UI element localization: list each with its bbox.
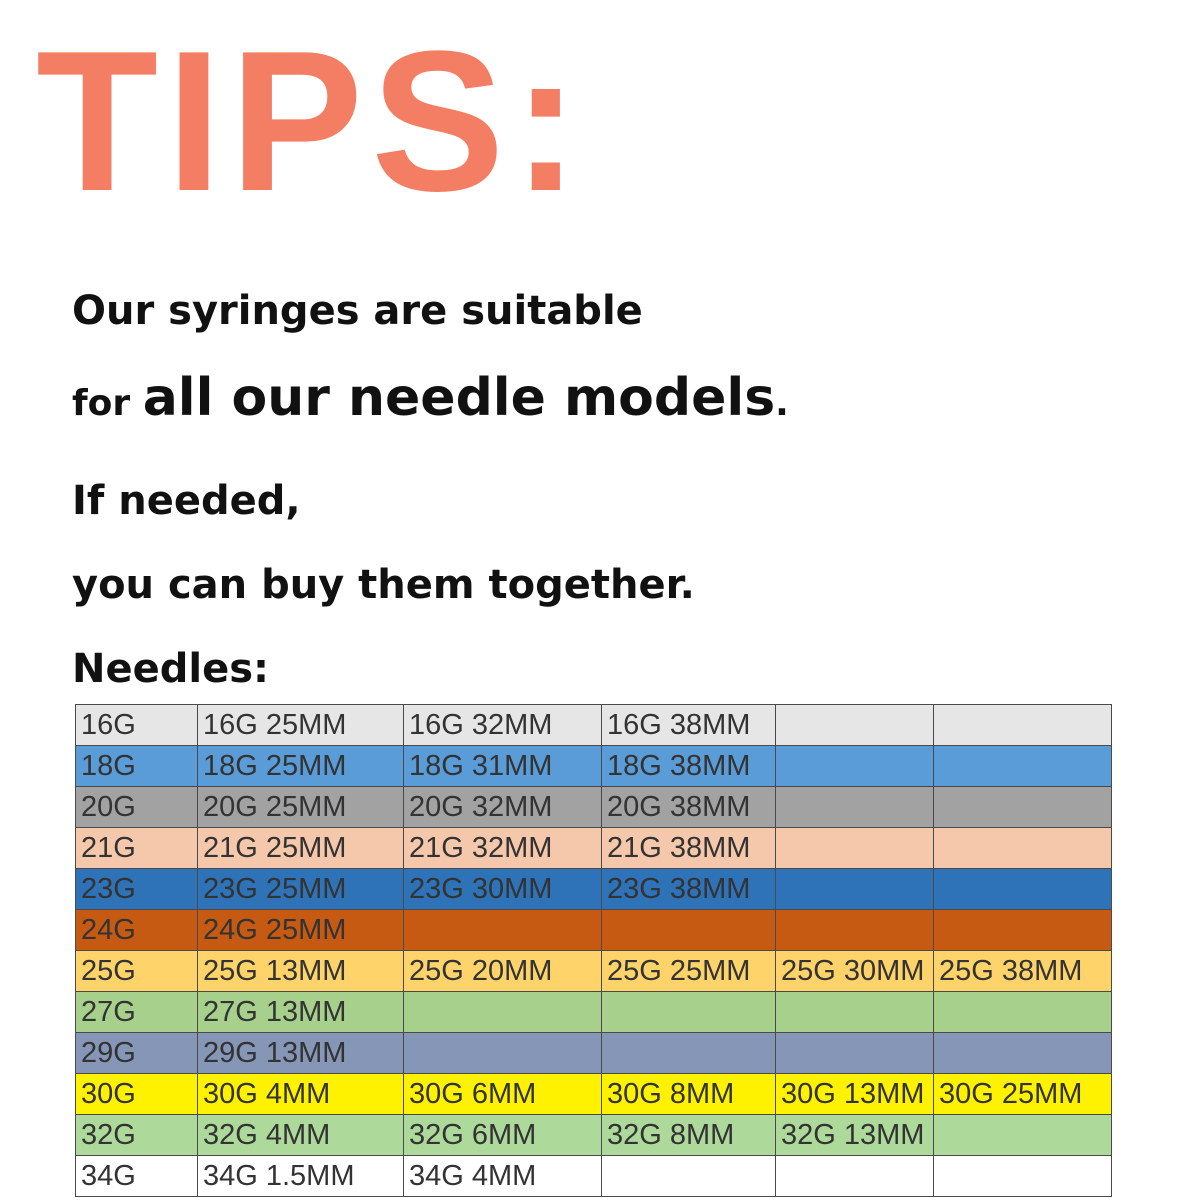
table-cell: 21G 32MM (404, 828, 602, 869)
table-row (76, 1156, 1112, 1197)
table-cell (934, 746, 1112, 787)
table-cell (776, 787, 934, 828)
table-row (76, 910, 1112, 951)
table-cell: 32G 4MM (198, 1115, 404, 1156)
table-cell: 20G 38MM (602, 787, 776, 828)
table-cell (776, 910, 934, 951)
table-cell: 23G 38MM (602, 869, 776, 910)
table-cell: 25G 13MM (198, 951, 404, 992)
table-cell: 18G 25MM (198, 746, 404, 787)
table-cell (776, 992, 934, 1033)
table-cell: 27G 13MM (198, 992, 404, 1033)
table-cell: 23G 30MM (404, 869, 602, 910)
needles-table-body (76, 705, 1112, 1197)
needles-table (75, 704, 1112, 1197)
table-cell: 30G 25MM (934, 1074, 1112, 1115)
table-cell: 16G 32MM (404, 705, 602, 746)
table-row (76, 1074, 1112, 1115)
table-cell (776, 705, 934, 746)
table-row (76, 787, 1112, 828)
table-cell: 18G (76, 746, 198, 787)
table-cell: 25G 30MM (776, 951, 934, 992)
table-cell: 32G 6MM (404, 1115, 602, 1156)
table-cell: 34G 4MM (404, 1156, 602, 1197)
table-cell (404, 1033, 602, 1074)
table-cell (404, 910, 602, 951)
table-cell: 25G 20MM (404, 951, 602, 992)
intro-line-2-emphasis: all our needle models (142, 368, 776, 428)
table-cell: 16G 25MM (198, 705, 404, 746)
table-cell (776, 1033, 934, 1074)
table-row (76, 705, 1112, 746)
table-cell: 29G (76, 1033, 198, 1074)
table-cell: 21G 25MM (198, 828, 404, 869)
intro-line-1: Our syringes are suitable (72, 288, 643, 334)
table-cell: 16G (76, 705, 198, 746)
table-cell: 34G (76, 1156, 198, 1197)
table-cell (776, 1156, 934, 1197)
table-cell: 21G 38MM (602, 828, 776, 869)
table-cell (934, 869, 1112, 910)
table-cell: 30G (76, 1074, 198, 1115)
table-row (76, 992, 1112, 1033)
table-cell: 30G 8MM (602, 1074, 776, 1115)
table-cell: 30G 4MM (198, 1074, 404, 1115)
table-cell (776, 828, 934, 869)
table-cell (934, 705, 1112, 746)
intro-line-3: If needed, (72, 478, 301, 524)
table-cell: 30G 6MM (404, 1074, 602, 1115)
table-cell: 18G 31MM (404, 746, 602, 787)
table-row (76, 869, 1112, 910)
table-row (76, 951, 1112, 992)
table-cell: 23G (76, 869, 198, 910)
intro-line-2-prefix: for (72, 383, 143, 424)
table-cell (602, 910, 776, 951)
table-cell: 20G 32MM (404, 787, 602, 828)
table-cell (934, 828, 1112, 869)
table-cell: 20G (76, 787, 198, 828)
table-row (76, 1033, 1112, 1074)
table-cell: 18G 38MM (602, 746, 776, 787)
table-cell: 25G 25MM (602, 951, 776, 992)
table-row (76, 828, 1112, 869)
intro-line-2-end: . (775, 383, 789, 424)
table-cell: 32G (76, 1115, 198, 1156)
table-cell (602, 1033, 776, 1074)
table-cell: 16G 38MM (602, 705, 776, 746)
table-cell: 30G 13MM (776, 1074, 934, 1115)
table-cell: 24G 25MM (198, 910, 404, 951)
table-cell: 32G 8MM (602, 1115, 776, 1156)
table-cell: 20G 25MM (198, 787, 404, 828)
table-cell: 27G (76, 992, 198, 1033)
table-cell (934, 1115, 1112, 1156)
table-cell: 29G 13MM (198, 1033, 404, 1074)
table-cell: 24G (76, 910, 198, 951)
table-cell: 21G (76, 828, 198, 869)
table-cell: 25G 38MM (934, 951, 1112, 992)
table-row (76, 746, 1112, 787)
page-title: TIPS: (36, 10, 588, 233)
table-cell (934, 910, 1112, 951)
table-cell (602, 1156, 776, 1197)
table-cell (776, 869, 934, 910)
intro-line-2 (72, 368, 789, 428)
table-cell: 23G 25MM (198, 869, 404, 910)
needles-label: Needles: (72, 646, 270, 692)
table-cell: 25G (76, 951, 198, 992)
table-cell (934, 992, 1112, 1033)
table-cell (404, 992, 602, 1033)
table-cell: 34G 1.5MM (198, 1156, 404, 1197)
table-row (76, 1115, 1112, 1156)
table-cell (934, 1033, 1112, 1074)
table-cell (934, 1156, 1112, 1197)
table-cell (602, 992, 776, 1033)
table-cell (934, 787, 1112, 828)
intro-line-4: you can buy them together. (72, 562, 695, 608)
table-cell: 32G 13MM (776, 1115, 934, 1156)
table-cell (776, 746, 934, 787)
